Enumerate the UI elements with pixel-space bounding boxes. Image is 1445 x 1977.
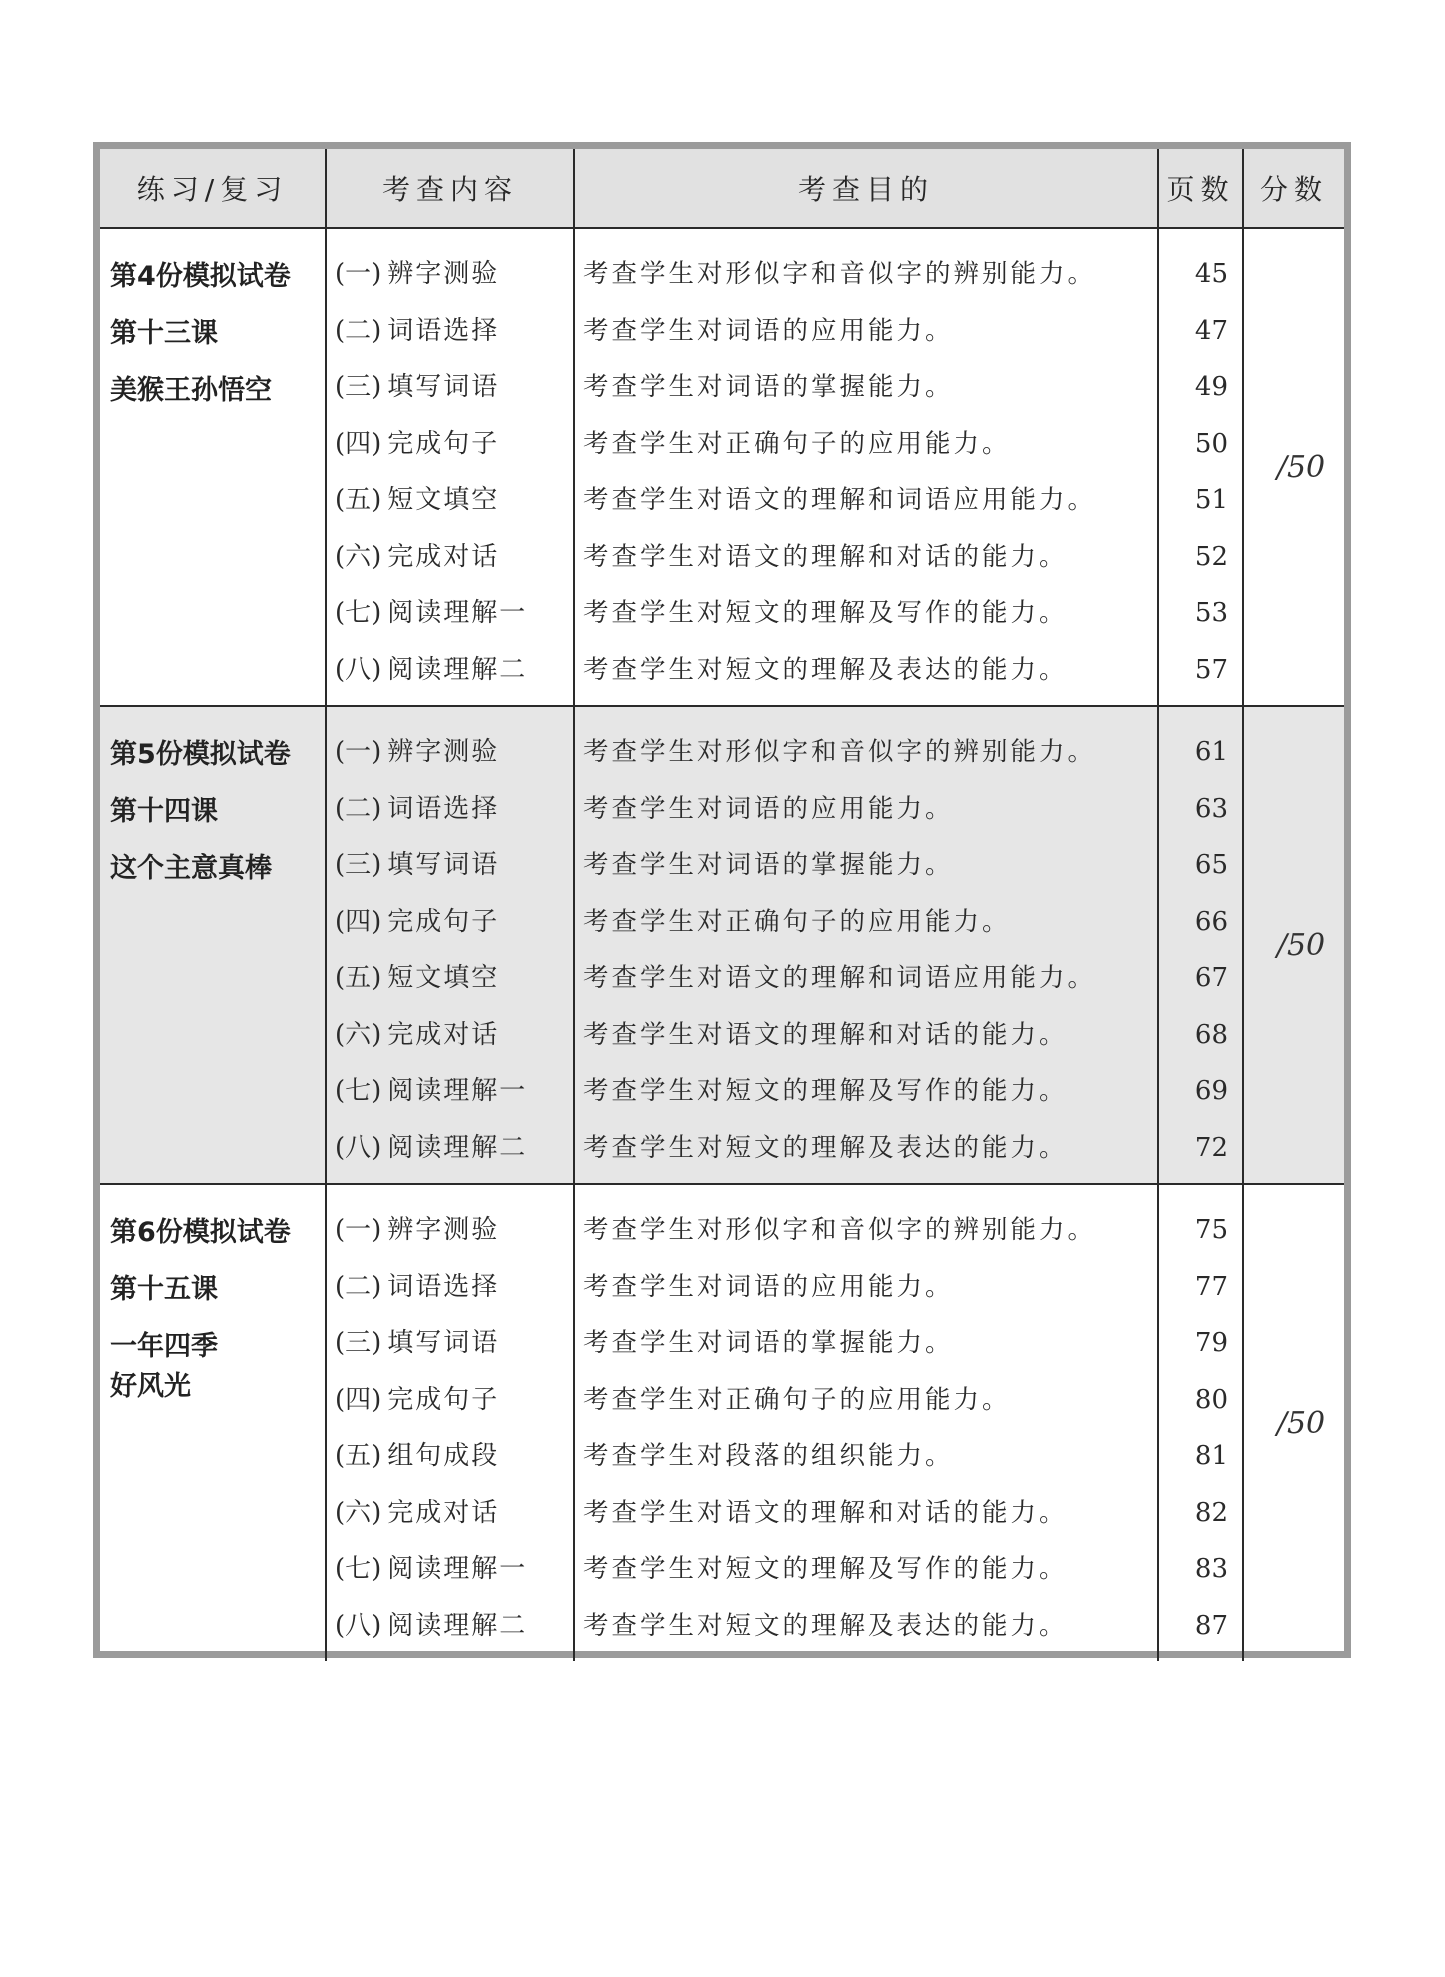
page-number: 53 [1194, 598, 1228, 628]
purpose-item: 考查学生对正确句子的应用能力。 [583, 1384, 1011, 1415]
lesson-group [100, 1184, 1344, 1661]
purpose-item: 考查学生对词语的掌握能力。 [583, 850, 954, 880]
purpose-item: 考查学生对短文的理解及表达的能力。 [583, 1610, 1068, 1641]
content-item: (八) 阅读理解二 [335, 1610, 528, 1641]
page-number: 82 [1194, 1497, 1228, 1528]
content-item: (三) 填写词语 [335, 1328, 500, 1358]
lesson-row [100, 1184, 1344, 1661]
header-content: 考查内容 [326, 149, 574, 228]
contents-table-frame [93, 142, 1351, 1658]
lesson-row [100, 228, 1344, 706]
purpose-item: 考查学生对短文的理解及写作的能力。 [583, 1554, 1068, 1584]
page-number: 87 [1194, 1610, 1228, 1641]
page-number: 61 [1194, 737, 1228, 767]
purpose-item: 考查学生对形似字和音似字的辨别能力。 [583, 1215, 1097, 1245]
purpose-item: 考查学生对词语的应用能力。 [583, 1271, 954, 1302]
page-number: 83 [1194, 1554, 1228, 1584]
content-item: (三) 填写词语 [335, 372, 500, 402]
page-number: 51 [1194, 485, 1228, 515]
page-number: 75 [1194, 1215, 1228, 1245]
content-item: (二) 词语选择 [335, 1271, 500, 1302]
lesson-name: 这个主意真棒 [110, 853, 272, 884]
content-item: (五) 短文填空 [335, 485, 500, 515]
header-score: 分数 [1243, 149, 1344, 228]
page-number: 52 [1194, 541, 1228, 572]
page-number: 80 [1194, 1384, 1228, 1415]
purpose-item: 考查学生对语文的理解和对话的能力。 [583, 541, 1068, 572]
lesson-group [100, 706, 1344, 1184]
lesson-row [100, 706, 1344, 1184]
content-item: (八) 阅读理解二 [335, 654, 528, 685]
purpose-item: 考查学生对词语的应用能力。 [583, 315, 954, 346]
page-cell [1158, 228, 1243, 706]
content-item: (七) 阅读理解一 [335, 1076, 528, 1106]
page-number: 63 [1194, 793, 1228, 824]
purpose-cell [574, 1184, 1158, 1661]
purpose-item: 考查学生对正确句子的应用能力。 [583, 906, 1011, 937]
purpose-cell [574, 228, 1158, 706]
content-item: (一) 辨字测验 [335, 1215, 500, 1245]
content-item: (五) 短文填空 [335, 963, 500, 993]
exam-paper-title: 第6份模拟试卷 [110, 1217, 291, 1248]
page-number: 57 [1194, 654, 1228, 685]
purpose-item: 考查学生对词语的应用能力。 [583, 793, 954, 824]
content-cell [326, 228, 574, 706]
purpose-item: 考查学生对语文的理解和对话的能力。 [583, 1497, 1068, 1528]
purpose-item: 考查学生对词语的掌握能力。 [583, 1328, 954, 1358]
page-number: 45 [1194, 259, 1228, 289]
purpose-item: 考查学生对形似字和音似字的辨别能力。 [583, 737, 1097, 767]
content-item: (七) 阅读理解一 [335, 598, 528, 628]
header-practice: 练习/复习 [100, 149, 326, 228]
content-item: (五) 组句成段 [335, 1441, 500, 1471]
purpose-item: 考查学生对语文的理解和对话的能力。 [583, 1019, 1068, 1050]
exam-paper-title: 第4份模拟试卷 [110, 261, 291, 292]
page-cell [1158, 1184, 1243, 1661]
score-cell [1243, 1184, 1344, 1661]
page-number: 50 [1194, 428, 1228, 459]
content-item: (六) 完成对话 [335, 541, 500, 572]
purpose-item: 考查学生对短文的理解及写作的能力。 [583, 598, 1068, 628]
purpose-item: 考查学生对短文的理解及表达的能力。 [583, 654, 1068, 685]
purpose-item: 考查学生对语文的理解和词语应用能力。 [583, 963, 1097, 993]
page-cell [1158, 706, 1243, 1184]
purpose-item: 考查学生对短文的理解及写作的能力。 [583, 1076, 1068, 1106]
content-item: (二) 词语选择 [335, 315, 500, 346]
content-item: (一) 辨字测验 [335, 737, 500, 767]
lesson-number: 第十三课 [110, 318, 218, 349]
lesson-number: 第十五课 [110, 1274, 218, 1305]
score-total: /50 [1276, 1405, 1326, 1441]
content-item: (二) 词语选择 [335, 793, 500, 824]
page-number: 69 [1194, 1076, 1228, 1106]
page-number: 67 [1194, 963, 1228, 993]
purpose-item: 考查学生对段落的组织能力。 [583, 1441, 954, 1471]
content-item: (四) 完成句子 [335, 428, 500, 459]
content-cell [326, 1184, 574, 1661]
page-number: 66 [1194, 906, 1228, 937]
page-number: 47 [1194, 315, 1228, 346]
page-number: 65 [1194, 850, 1228, 880]
content-item: (六) 完成对话 [335, 1019, 500, 1050]
page-number: 79 [1194, 1328, 1228, 1358]
exam-paper-title: 第5份模拟试卷 [110, 739, 291, 770]
purpose-item: 考查学生对词语的掌握能力。 [583, 372, 954, 402]
content-item: (三) 填写词语 [335, 850, 500, 880]
page-number: 68 [1194, 1019, 1228, 1050]
content-item: (六) 完成对话 [335, 1497, 500, 1528]
lesson-title-cell [100, 706, 326, 1184]
lesson-number: 第十四课 [110, 796, 218, 827]
lesson-name-continued: 好风光 [110, 1371, 191, 1402]
score-cell [1243, 706, 1344, 1184]
purpose-cell [574, 706, 1158, 1184]
content-item: (八) 阅读理解二 [335, 1132, 528, 1163]
page-number: 72 [1194, 1132, 1228, 1163]
purpose-item: 考查学生对正确句子的应用能力。 [583, 428, 1011, 459]
page-number: 77 [1194, 1271, 1228, 1302]
header-pages: 页数 [1158, 149, 1243, 228]
content-item: (一) 辨字测验 [335, 259, 500, 289]
score-total: /50 [1276, 927, 1326, 963]
content-item: (四) 完成句子 [335, 1384, 500, 1415]
header-row [100, 149, 1344, 228]
contents-table [100, 149, 1344, 1661]
purpose-item: 考查学生对形似字和音似字的辨别能力。 [583, 259, 1097, 289]
score-cell [1243, 228, 1344, 706]
lesson-name: 一年四季 [110, 1331, 218, 1362]
page-number: 49 [1194, 372, 1228, 402]
lesson-name: 美猴王孙悟空 [110, 375, 272, 406]
content-cell [326, 706, 574, 1184]
purpose-item: 考查学生对短文的理解及表达的能力。 [583, 1132, 1068, 1163]
lesson-title-cell [100, 1184, 326, 1661]
score-total: /50 [1276, 449, 1326, 485]
content-item: (七) 阅读理解一 [335, 1554, 528, 1584]
page-number: 81 [1194, 1441, 1228, 1471]
header-purpose: 考查目的 [574, 149, 1158, 228]
lesson-group [100, 228, 1344, 706]
lesson-title-cell [100, 228, 326, 706]
purpose-item: 考查学生对语文的理解和词语应用能力。 [583, 485, 1097, 515]
content-item: (四) 完成句子 [335, 906, 500, 937]
